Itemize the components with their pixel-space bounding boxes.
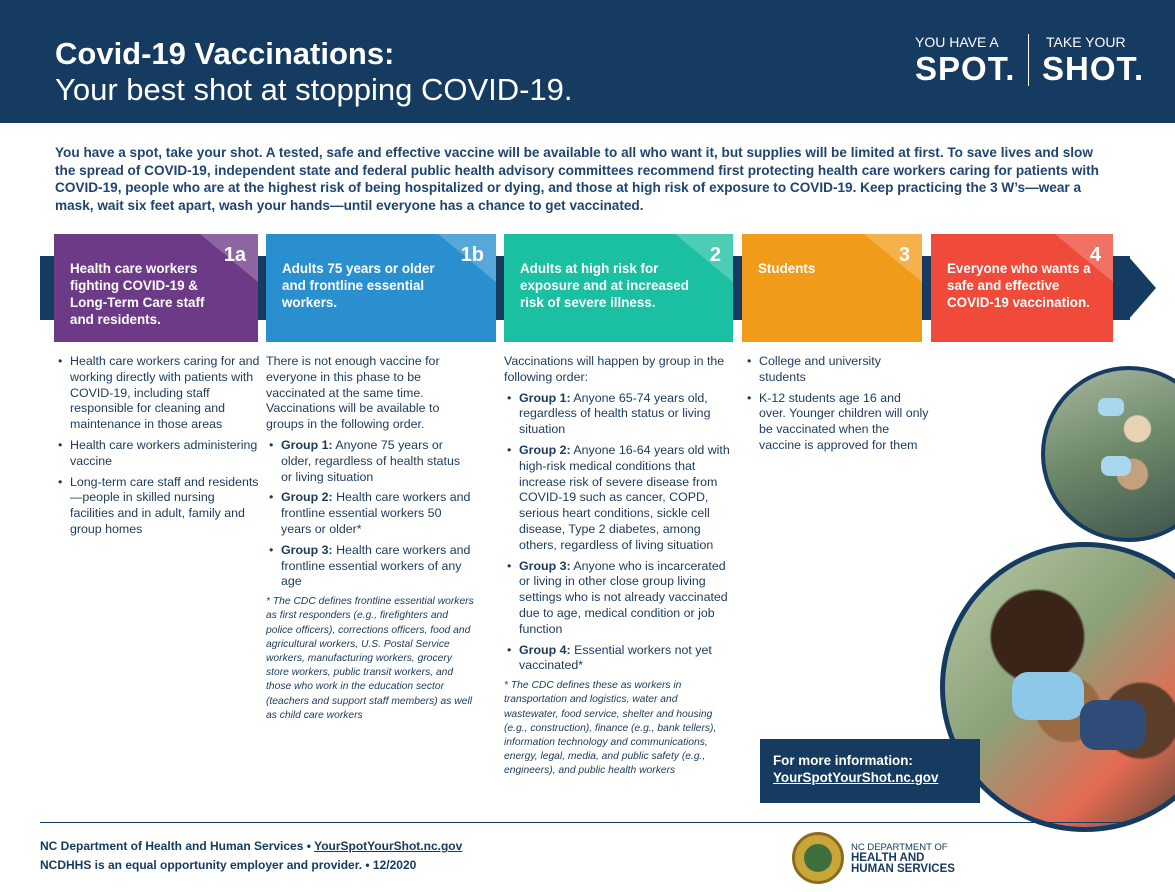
list-item — [266, 438, 474, 485]
more-info-box — [760, 739, 980, 803]
intro-paragraph: You have a spot, take your shot. A tested, safe and effective vaccine will be available to all who want it, but supplies will be limited at first. To save lives and slow the spread of COVID-19, independent state and federal public health advisory committees recommend first protecting health care workers caring for patients with COVID-19, people who are at the highest risk of being hospitalized or dying, and those at high risk of exposure to COVID-19. Keep practicing the 3 W’s—wear a mask, wait six feet apart, wash your hands—until everyone has a chance to get vaccinated. — [55, 145, 1099, 213]
agency-small: NC DEPARTMENT OF — [851, 842, 948, 853]
face-mask-icon — [1012, 672, 1084, 720]
phase-label: Adults 75 years or older and frontline essential workers. — [282, 261, 435, 310]
group-text: Health care workers and frontline essential workers of any age — [281, 542, 471, 589]
timeline-arrow-head — [1128, 256, 1156, 320]
phase-intro-text: Vaccinations will happen by group in the following order: — [504, 354, 725, 384]
footer-divider — [40, 822, 1134, 823]
list-item: • College and university students — [744, 354, 929, 386]
logo-divider — [1028, 34, 1029, 86]
page-subtitle: Your best shot at stopping COVID-19. — [55, 72, 573, 107]
group-name: Group 2: — [281, 490, 333, 505]
list-item — [504, 443, 732, 554]
group-text: Anyone 65-74 years old, regardless of health status or living situation — [519, 390, 711, 437]
agency-big-2: HUMAN SERVICES — [851, 863, 955, 875]
phase-label: Everyone who wants a safe and effective COVID-19 vaccination. — [947, 261, 1091, 310]
agency-big-1: HEALTH AND — [851, 852, 925, 864]
group-text: Anyone 75 years or older, regardless of health status or living situation — [281, 437, 461, 484]
list-item: • K-12 students age 16 and over. Younger children will only be vaccinated when the vaccine is approved for them — [744, 391, 929, 454]
phase-3-box — [742, 234, 922, 342]
phase-number: 2 — [709, 244, 721, 266]
phase-number: 3 — [898, 244, 910, 266]
list-item — [266, 543, 474, 590]
campaign-logo — [915, 34, 1155, 90]
phase-1a-box — [54, 234, 258, 342]
footer-line-1 — [40, 839, 462, 853]
logo-small-right: TAKE YOUR — [1046, 34, 1126, 50]
phase-number: 4 — [1089, 244, 1101, 266]
list-item — [504, 643, 732, 675]
phase-2-box — [504, 234, 733, 342]
group-name: Group 3: — [519, 558, 571, 573]
phase-label: Students — [758, 261, 816, 276]
phase-1b-details — [266, 354, 474, 728]
list-item — [504, 391, 732, 438]
more-info-label: For more information: — [773, 753, 913, 768]
phase-label: Health care workers fighting COVID-19 & Long-Term Care staff and residents. — [70, 261, 205, 327]
logo-big-right: SHOT. — [1042, 50, 1145, 87]
phase-1a-details — [55, 354, 260, 543]
phase-number: 1a — [223, 244, 246, 266]
face-mask-icon — [1098, 398, 1124, 416]
group-name: Group 3: — [281, 542, 333, 557]
phase-3-details — [744, 354, 929, 459]
ncdhhs-logo — [851, 842, 955, 875]
footer-separator: • — [306, 839, 311, 853]
header-banner — [0, 0, 1175, 123]
group-text: Anyone 16-64 years old with high-risk medical conditions that increase risk of severe disease from COVID-19 such as cancer, COPD, serious heart conditions, sickle cell disease, Type 2 diabetes, among others, regardless of living situation — [519, 442, 730, 552]
footnote: * The CDC defines these as workers in transportation and logistics, water and wastewater, food service, shelter and housing (e.g., construction), finance (e.g., bank tellers), information technology and communications, energy, legal, media, and public safety (e.g., engineers), and public health workers — [504, 680, 717, 777]
group-name: Group 2: — [519, 442, 571, 457]
group-text: Health care workers and frontline essential workers 50 years or older* — [281, 490, 471, 536]
list-item: • Long-term care staff and residents—people in skilled nursing facilities and in adult, family and group homes — [55, 475, 260, 538]
footer-link[interactable]: YourSpotYourShot.nc.gov — [314, 839, 463, 853]
phase-2-details — [504, 354, 732, 784]
state-seal-icon — [792, 832, 844, 884]
phase-4-box — [931, 234, 1113, 342]
group-name: Group 4: — [519, 642, 571, 657]
group-name: Group 1: — [281, 437, 333, 452]
list-item: • Health care workers administering vaccine — [55, 438, 260, 470]
footer-line-2: NCDHHS is an equal opportunity employer and provider. • 12/2020 — [40, 858, 417, 872]
page-title: Covid-19 Vaccinations: — [55, 36, 395, 71]
list-item — [504, 559, 732, 638]
phase-1b-box — [266, 234, 496, 342]
footer-org: NC Department of Health and Human Services — [40, 839, 304, 853]
footnote: * The CDC defines frontline essential workers as first responders (e.g., firefighters and police officers), corrections officers, food and agricultural workers, U.S. Postal Service workers, manufacturing workers, grocery store workers, public transit workers, and those who work in the education sector (teachers and support staff members) as well as child care workers — [266, 596, 474, 721]
logo-big-left: SPOT. — [915, 50, 1016, 87]
group-name: Group 1: — [519, 390, 571, 405]
phase-label: Adults at high risk for exposure and at increased risk of severe illness. — [520, 261, 689, 310]
phase-number: 1b — [460, 244, 484, 266]
group-text: Essential workers not yet vaccinated* — [519, 642, 712, 673]
face-mask-icon — [1101, 456, 1131, 476]
more-info-link[interactable]: YourSpotYourShot.nc.gov — [773, 770, 939, 785]
list-item: • Health care workers caring for and working directly with patients with COVID-19, including staff responsible for cleaning and maintenance in those areas — [55, 354, 260, 433]
list-item — [266, 490, 474, 537]
phase-intro-text: There is not enough vaccine for everyone in this phase to be vaccinated at the same time. Vaccinations will be available to groups in the following order. — [266, 354, 440, 432]
photo-child-on-shoulders — [1041, 366, 1175, 542]
logo-small-left: YOU HAVE A — [915, 34, 999, 50]
face-mask-icon — [1080, 700, 1146, 750]
group-text: Anyone who is incarcerated or living in other close group living settings who is not already vaccinated due to age, medical condition or job function — [519, 558, 728, 636]
